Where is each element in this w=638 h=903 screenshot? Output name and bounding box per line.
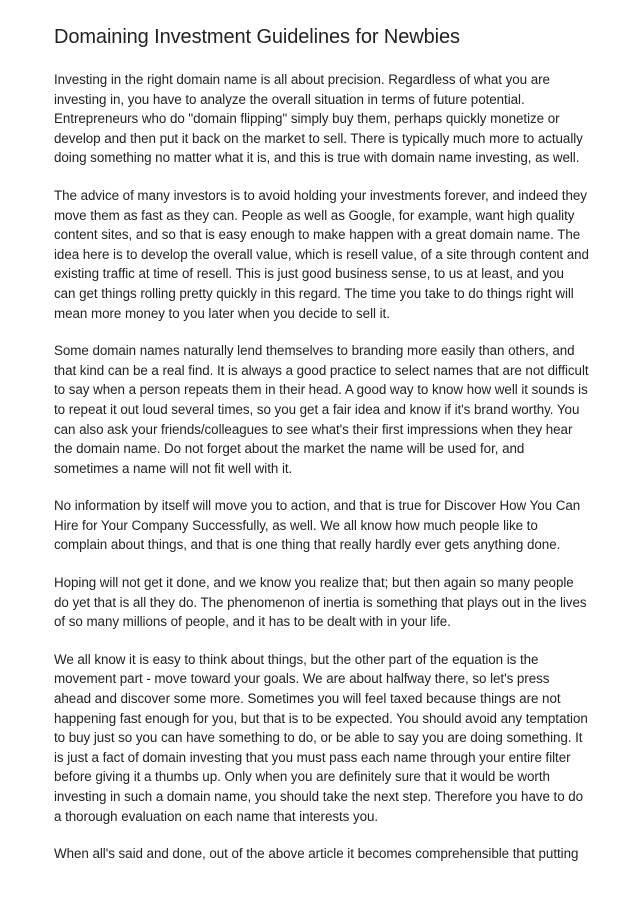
document-page <box>54 24 589 882</box>
paragraph-2: The advice of many investors is to avoid holding your investments forever, and indeed they move them as fast as they can. People as well as Google, for example, want high quality content sites, and so that is easy enough to make happen with a great domain name. The idea here is to develop the overall value, which is resell value, of a site through content and existing traffic at time of resell. This is just good business sense, to us at least, and you can get things rolling pretty quickly in this regard. The time you take to do things right will mean more money to you later when you decide to sell it. <box>54 187 589 321</box>
paragraph-7: When all's said and done, out of the above article it becomes comprehensible that putting <box>54 846 579 862</box>
paragraph-6: We all know it is easy to think about things, but the other part of the equation is the movement part - move toward your goals. We are about halfway there, so let's press ahead and discover some more. Sometimes you will feel taxed because things are not happening fast enough for you, but that is to be expected. You should avoid any temptation to buy just so you can have something to do, or be able to say you are doing something. It is just a fact of domain investing that you must pass each name through your entire filter before giving it a thumbs up. Only when you are definitely sure that it would be worth investing in such a domain name, you should take the next step. Therefore you have to do a thorough evaluation on each name that interests you. <box>54 651 588 824</box>
paragraph-1: Investing in the right domain name is all about precision. Regardless of what you are investing in, you have to analyze the overall situation in terms of future potential. Entrepreneurs who do "domain flipping" simply buy them, perhaps quickly monetize or develop and then put it back on the market to sell. There is typically much more to actually doing something no matter what it is, and this is true with domain name investing, as well. <box>54 72 583 166</box>
paragraph-3: Some domain names naturally lend themselves to branding more easily than others, and that kind can be a real find. It is always a good practice to select names that are not difficult to say when a person repeats them in their head. A good way to know how well it sounds is to repeat it out loud several times, so you get a fair idea and know if it's brand worthy. You can also ask your friends/colleagues to see what's their first impressions when they hear the domain name. Do not forget about the market the name will be used for, and sometimes a name will not fit well with it. <box>54 343 589 476</box>
page-title: Domaining Investment Guidelines for Newbies <box>54 26 460 48</box>
paragraph-5: Hoping will not get it done, and we know you realize that; but then again so many people do yet that is all they do. The phenomenon of inertia is something that plays out in the lives of so many millions of people, and it has to be dealt with in your life. <box>54 575 587 630</box>
paragraph-4: No information by itself will move you to action, and that is true for Discover How You Can Hire for Your Company Successfully, as well. We all know how much people like to complain about things, and that is one thing that really hardly ever gets anything done. <box>54 498 581 553</box>
